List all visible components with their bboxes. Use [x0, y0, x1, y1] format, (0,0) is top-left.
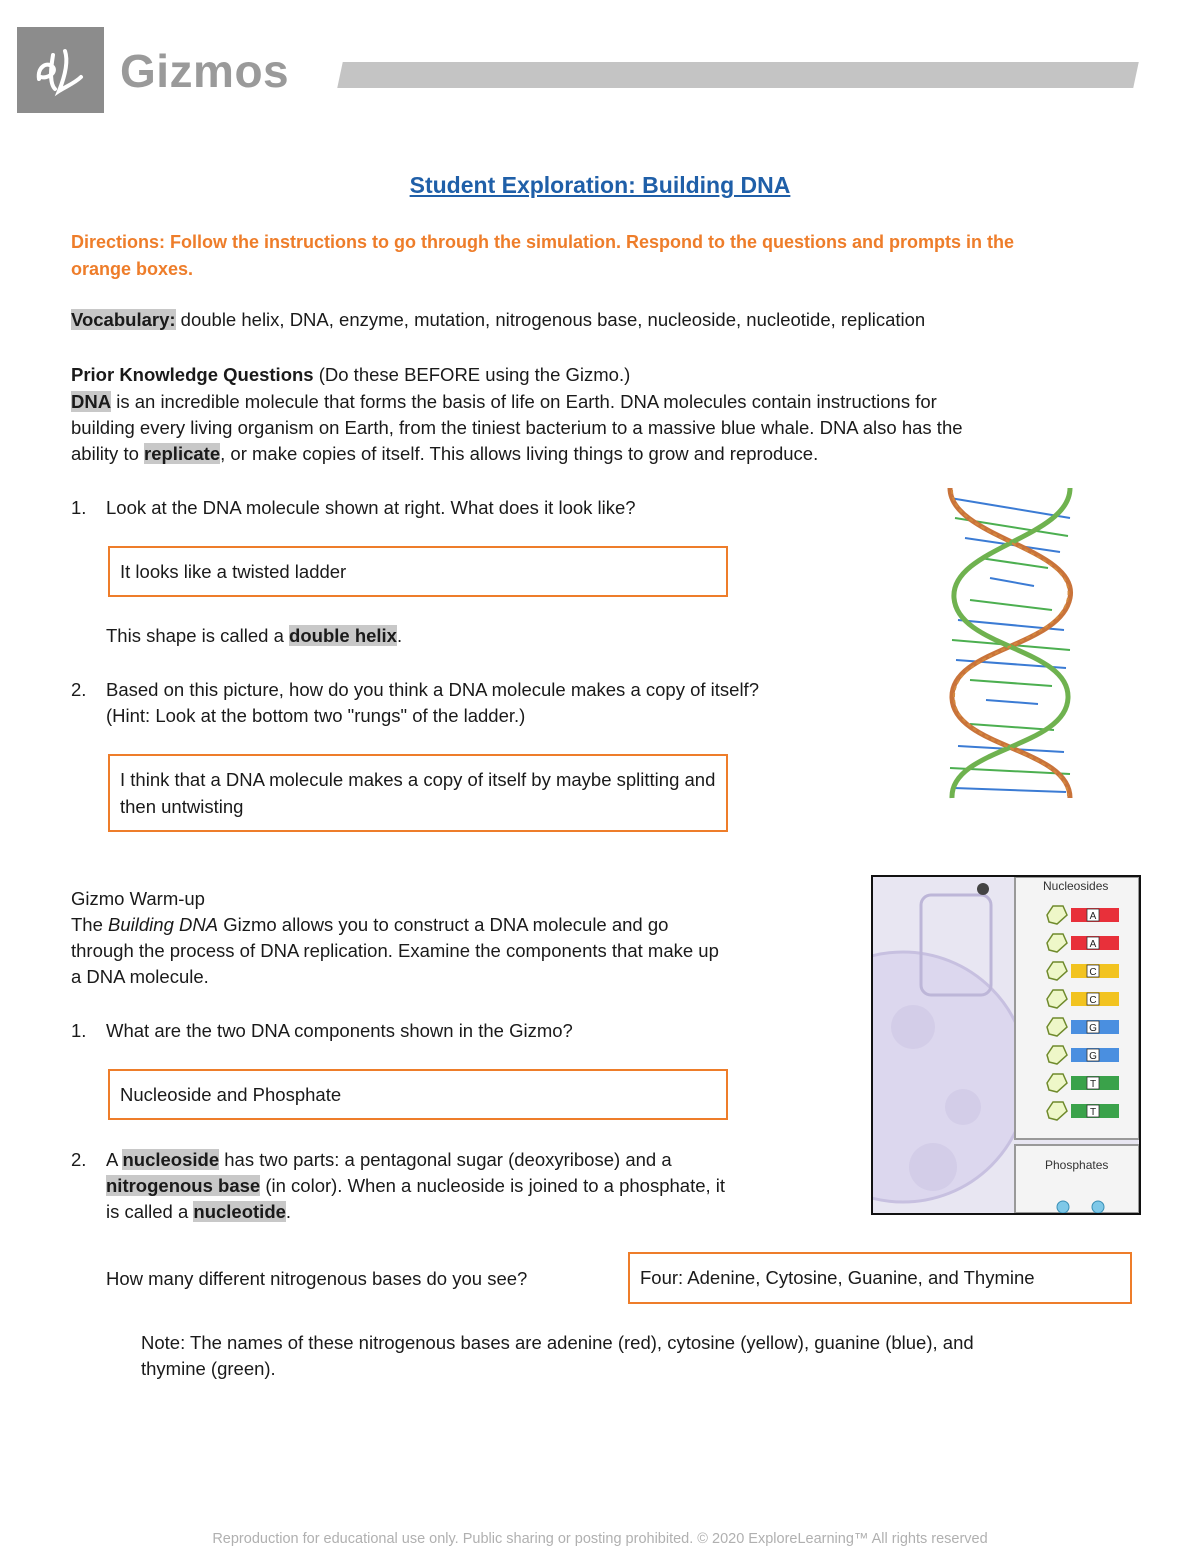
dna-helix-icon	[930, 478, 1090, 808]
warmup-gizmo-name: Building DNA	[108, 914, 219, 935]
nucleoside-t[interactable]	[1047, 1102, 1119, 1120]
term-double-helix: double helix	[289, 625, 397, 646]
bases-note-line-1: Note: The names of these nitrogenous bases are adenine (red), cytosine (yellow), guanine (blue), and	[141, 1332, 974, 1353]
intro-line-2: building every living organism on Earth, from the tiniest bacterium to a massive blue whale. DNA also has the	[71, 417, 963, 438]
q2-number: 2.	[71, 679, 87, 700]
w2-line3-pre: is called a	[106, 1201, 189, 1222]
gizmos-wordmark: Gizmos	[120, 45, 290, 97]
w1-text: What are the two DNA components shown in the Gizmo?	[106, 1020, 573, 1041]
vocabulary-label: Vocabulary:	[71, 309, 176, 330]
nucleoside-g[interactable]	[1047, 1046, 1119, 1064]
base-letter: G	[1089, 1023, 1097, 1034]
footer: Reproduction for educational use only. Public sharing or posting prohibited. © 2020 ExploreLearning™ All rights reserved	[212, 1531, 988, 1547]
base-letter: A	[1089, 939, 1097, 950]
el-monogram-icon	[17, 27, 104, 113]
nucleoside-a[interactable]	[1047, 934, 1119, 952]
w2-text	[106, 1147, 846, 1225]
base-letter: C	[1089, 967, 1097, 978]
q2-answer-box[interactable]: I think that a DNA molecule makes a copy of itself by maybe splitting and then untwisting	[108, 754, 728, 832]
nucleoside-a[interactable]	[1047, 906, 1119, 924]
term-nucleoside: nucleoside	[122, 1149, 220, 1170]
base-letter: T	[1089, 1079, 1097, 1090]
intro-line-3-post: , or make copies of itself. This allows living things to grow and reproduce.	[220, 443, 819, 464]
intro-line-3-pre: ability to	[71, 443, 139, 464]
warmup-intro-line-2: through the process of DNA replication. Examine the components that make up	[71, 940, 719, 961]
gizmo-screenshot	[871, 875, 1141, 1215]
q1-text: Look at the DNA molecule shown at right. What does it look like?	[106, 497, 636, 518]
intro-line-1: is an incredible molecule that forms the basis of life on Earth. DNA molecules contain instructions for	[116, 391, 937, 412]
prior-intro	[71, 389, 1131, 467]
page-title: Student Exploration: Building DNA	[409, 172, 791, 198]
q1-followup	[106, 623, 402, 649]
vocabulary-terms: double helix, DNA, enzyme, mutation, nitrogenous base, nucleoside, nucleotide, replication	[180, 309, 926, 330]
term-dna: DNA	[71, 391, 112, 412]
w2-line1-post: has two parts: a pentagonal sugar (deoxyribose) and a	[224, 1149, 672, 1170]
q2-text-line-1: Based on this picture, how do you think a DNA molecule makes a copy of itself?	[106, 679, 759, 700]
warmup-intro	[71, 912, 841, 990]
nucleoside-c[interactable]	[1047, 962, 1119, 980]
w1-number: 1.	[71, 1020, 87, 1041]
prior-heading-line	[71, 362, 630, 388]
w1-answer-box[interactable]: Nucleoside and Phosphate	[108, 1069, 728, 1120]
term-replicate: replicate	[144, 443, 221, 464]
bases-note	[141, 1330, 1141, 1382]
warmup-intro-pre: The	[71, 914, 103, 935]
directions: Directions: Follow the instructions to go through the simulation. Respond to the questions and prompts in the orange boxes.	[71, 232, 1014, 279]
q1-number: 1.	[71, 497, 87, 518]
phosphates-label: Phosphates	[1045, 1158, 1109, 1172]
base-letter: G	[1089, 1051, 1097, 1062]
warmup-heading: Gizmo Warm-up	[71, 888, 205, 909]
term-nitrogenous-base: nitrogenous base	[106, 1175, 261, 1196]
w2-line3-post: .	[285, 1201, 292, 1222]
bases-note-line-2: thymine (green).	[141, 1358, 276, 1379]
nucleosides-label: Nucleosides	[1043, 879, 1109, 893]
nucleoside-g[interactable]	[1047, 1018, 1119, 1036]
q1-followup-pre: This shape is called a	[106, 625, 284, 646]
q2-text-line-2: (Hint: Look at the bottom two "rungs" of the ladder.)	[106, 705, 526, 726]
prior-heading: Prior Knowledge Questions	[71, 364, 314, 385]
w2-line1-pre: A	[106, 1149, 118, 1170]
prior-heading-note: (Do these BEFORE using the Gizmo.)	[318, 364, 631, 385]
q2-text	[106, 677, 759, 729]
base-letter: A	[1089, 911, 1097, 922]
explorelearning-logo	[17, 27, 104, 113]
term-nucleotide: nucleotide	[193, 1201, 286, 1222]
w2-number: 2.	[71, 1149, 87, 1170]
bases-question: How many different nitrogenous bases do you see?	[106, 1268, 528, 1289]
w2-line2-post: (in color). When a nucleoside is joined to a phosphate, it	[265, 1175, 726, 1196]
header-bar	[337, 62, 1139, 88]
base-letter: C	[1089, 995, 1097, 1006]
bases-answer-box[interactable]: Four: Adenine, Cytosine, Guanine, and Thymine	[628, 1252, 1132, 1304]
nucleoside-c[interactable]	[1047, 990, 1119, 1008]
warmup-intro-line-1: Gizmo allows you to construct a DNA molecule and go	[223, 914, 669, 935]
q1-answer-box[interactable]: It looks like a twisted ladder	[108, 546, 728, 597]
vocabulary-line	[71, 307, 925, 333]
nucleoside-t[interactable]	[1047, 1074, 1119, 1092]
q1-followup-post: .	[396, 625, 403, 646]
dna-double-helix-image	[930, 478, 1090, 808]
warmup-intro-line-3: a DNA molecule.	[71, 966, 209, 987]
base-letter: T	[1089, 1107, 1097, 1118]
